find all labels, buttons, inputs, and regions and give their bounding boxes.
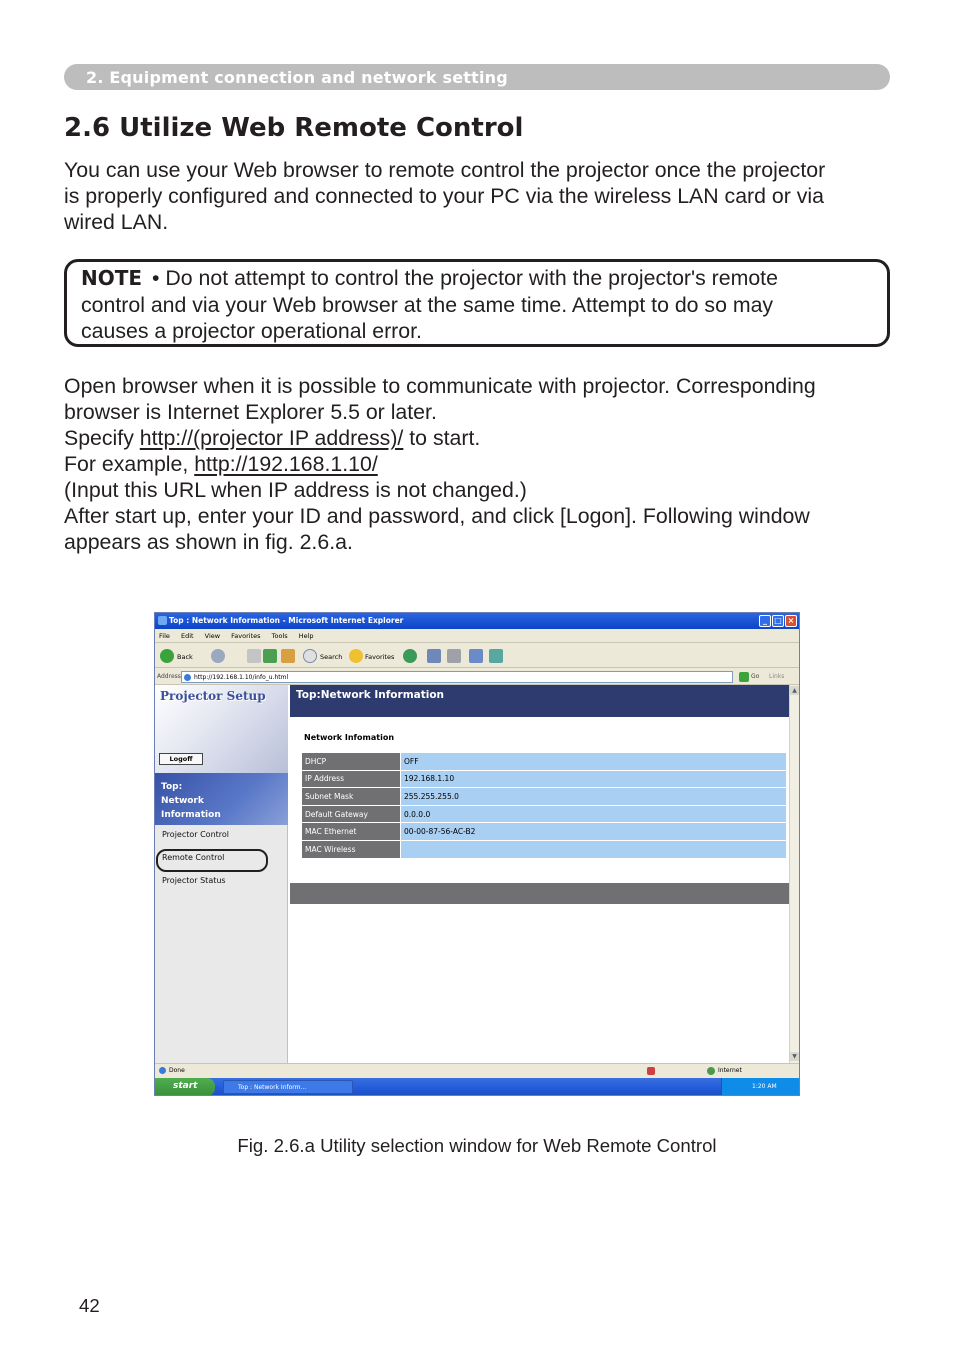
body-line: After start up, enter your ID and password, and click [Logon]. Following window	[64, 504, 810, 528]
example-url-link[interactable]: http://192.168.1.10/	[194, 452, 378, 476]
body-line: Open browser when it is possible to communicate with projector. Corresponding	[64, 374, 816, 398]
page-icon	[184, 674, 191, 681]
favorites-icon[interactable]	[349, 649, 363, 663]
zone-label: Internet	[718, 1067, 742, 1074]
note-line: causes a projector operational error.	[81, 319, 422, 343]
window-title: Top : Network Information - Microsoft Internet Explorer	[169, 616, 404, 625]
address-input[interactable]	[181, 671, 733, 683]
popup-blocked-icon	[647, 1067, 655, 1075]
page-heading: 2.6 Utilize Web Remote Control	[64, 113, 524, 143]
table-row: Default Gateway 0.0.0.0	[302, 806, 786, 823]
ie-icon	[158, 616, 167, 625]
intro-line: You can use your Web browser to remote control the projector once the projector	[64, 158, 826, 182]
address-value: http://192.168.1.10/info_u.html	[194, 674, 289, 681]
go-label[interactable]: Go	[751, 673, 760, 680]
content-area	[290, 685, 789, 1063]
back-label[interactable]: Back	[177, 653, 193, 661]
sidebar-item-remote-control[interactable]: Remote Control	[162, 853, 225, 862]
body-line: appears as shown in fig. 2.6.a.	[64, 530, 353, 554]
taskbar-item[interactable]: Top : Network Inform...	[223, 1080, 353, 1094]
links-label[interactable]: Links	[769, 673, 785, 680]
menu-edit[interactable]: Edit	[180, 632, 194, 640]
sidebar-header	[155, 685, 288, 773]
browser-toolbar	[155, 644, 799, 668]
note-line: control and via your Web browser at the same time. Attempt to do so may	[81, 292, 774, 317]
table-row: MAC Ethernet 00-00-87-56-AC-B2	[302, 823, 786, 840]
note-box	[64, 259, 890, 347]
menu-favorites[interactable]: Favorites	[231, 632, 261, 640]
favorites-label[interactable]: Favorites	[365, 653, 395, 661]
menu-help[interactable]: Help	[298, 632, 314, 640]
note-label: NOTE	[81, 266, 143, 290]
status-page-icon	[159, 1067, 166, 1074]
status-bar	[155, 1063, 799, 1077]
mail-icon[interactable]	[427, 649, 441, 663]
table-row: Subnet Mask 255.255.255.0	[302, 788, 786, 805]
logoff-button[interactable]: Logoff	[159, 753, 203, 765]
scroll-down-icon[interactable]: ▼	[790, 1052, 799, 1061]
scroll-up-icon[interactable]: ▲	[790, 686, 799, 695]
url-template-link[interactable]: http://(projector IP address)/	[139, 426, 404, 450]
menu-bar	[155, 629, 799, 643]
back-icon[interactable]	[160, 649, 174, 663]
refresh-icon[interactable]	[263, 649, 277, 663]
sidebar-item-projector-status[interactable]: Projector Status	[162, 876, 226, 885]
sidebar-item-projector-control[interactable]: Projector Control	[162, 830, 230, 839]
menu-view[interactable]: View	[204, 632, 221, 640]
note-line: • Do not attempt to control the projector with the projector's remote	[152, 266, 778, 290]
setup-sidebar	[155, 685, 288, 1063]
start-button[interactable]: start	[155, 1078, 215, 1096]
section-header-bar	[64, 64, 890, 90]
minimize-icon[interactable]: _	[759, 615, 771, 627]
maximize-icon[interactable]: □	[772, 615, 784, 627]
menu-file[interactable]: File	[159, 632, 170, 640]
messenger-icon[interactable]	[489, 649, 503, 663]
figure-caption: Fig. 2.6.a Utility selection window for Web Remote Control	[237, 1135, 717, 1156]
window-titlebar	[155, 613, 799, 629]
system-tray	[721, 1078, 799, 1096]
table-row: DHCP OFF	[302, 753, 786, 770]
sidebar-item-network-information[interactable]	[155, 773, 288, 825]
instructions-paragraph	[64, 373, 894, 555]
table-row: IP Address 192.168.1.10	[302, 771, 786, 788]
body-line: For example, http://192.168.1.10/	[64, 452, 378, 476]
address-bar	[155, 669, 799, 685]
edit-icon[interactable]	[469, 649, 483, 663]
network-info-title: Network Infomation	[304, 733, 395, 742]
intro-paragraph	[64, 157, 894, 235]
search-icon[interactable]	[303, 649, 317, 663]
content-footer-band	[290, 883, 789, 904]
clock: 1:20 AM	[752, 1083, 777, 1090]
page-viewport	[155, 685, 789, 1063]
section-header-text: 2. Equipment connection and network setting	[86, 68, 508, 87]
body-line: browser is Internet Explorer 5.5 or later.	[64, 400, 437, 424]
taskbar	[155, 1078, 799, 1096]
home-icon[interactable]	[281, 649, 295, 663]
print-icon[interactable]	[447, 649, 461, 663]
table-row: MAC Wireless	[302, 841, 786, 858]
intro-line: is properly configured and connected to your PC via the wireless LAN card or via	[64, 184, 824, 208]
internet-zone-icon	[707, 1067, 715, 1075]
body-line: (Input this URL when IP address is not changed.)	[64, 478, 527, 502]
browser-screenshot	[154, 612, 800, 1096]
search-label[interactable]: Search	[320, 653, 343, 661]
media-icon[interactable]	[403, 649, 417, 663]
sidebar-active-label: Top: Network Information	[161, 782, 221, 820]
page-number: 42	[79, 1295, 100, 1316]
stop-icon[interactable]	[247, 649, 261, 663]
menu-tools[interactable]: Tools	[271, 632, 288, 640]
body-line: Specify http://(projector IP address)/ to start.	[64, 426, 481, 450]
forward-icon[interactable]	[211, 649, 225, 663]
network-info-table	[301, 752, 787, 859]
content-title: Top:Network Information	[290, 685, 789, 717]
sidebar-title: Projector Setup	[160, 689, 266, 703]
go-icon[interactable]	[739, 672, 749, 682]
close-icon[interactable]: ×	[785, 615, 797, 627]
address-label: Address	[157, 673, 181, 680]
intro-line: wired LAN.	[64, 210, 169, 234]
vertical-scrollbar[interactable]	[789, 685, 799, 1063]
highlight-oval	[156, 849, 268, 872]
note-text	[81, 265, 778, 345]
status-text: Done	[169, 1067, 185, 1074]
